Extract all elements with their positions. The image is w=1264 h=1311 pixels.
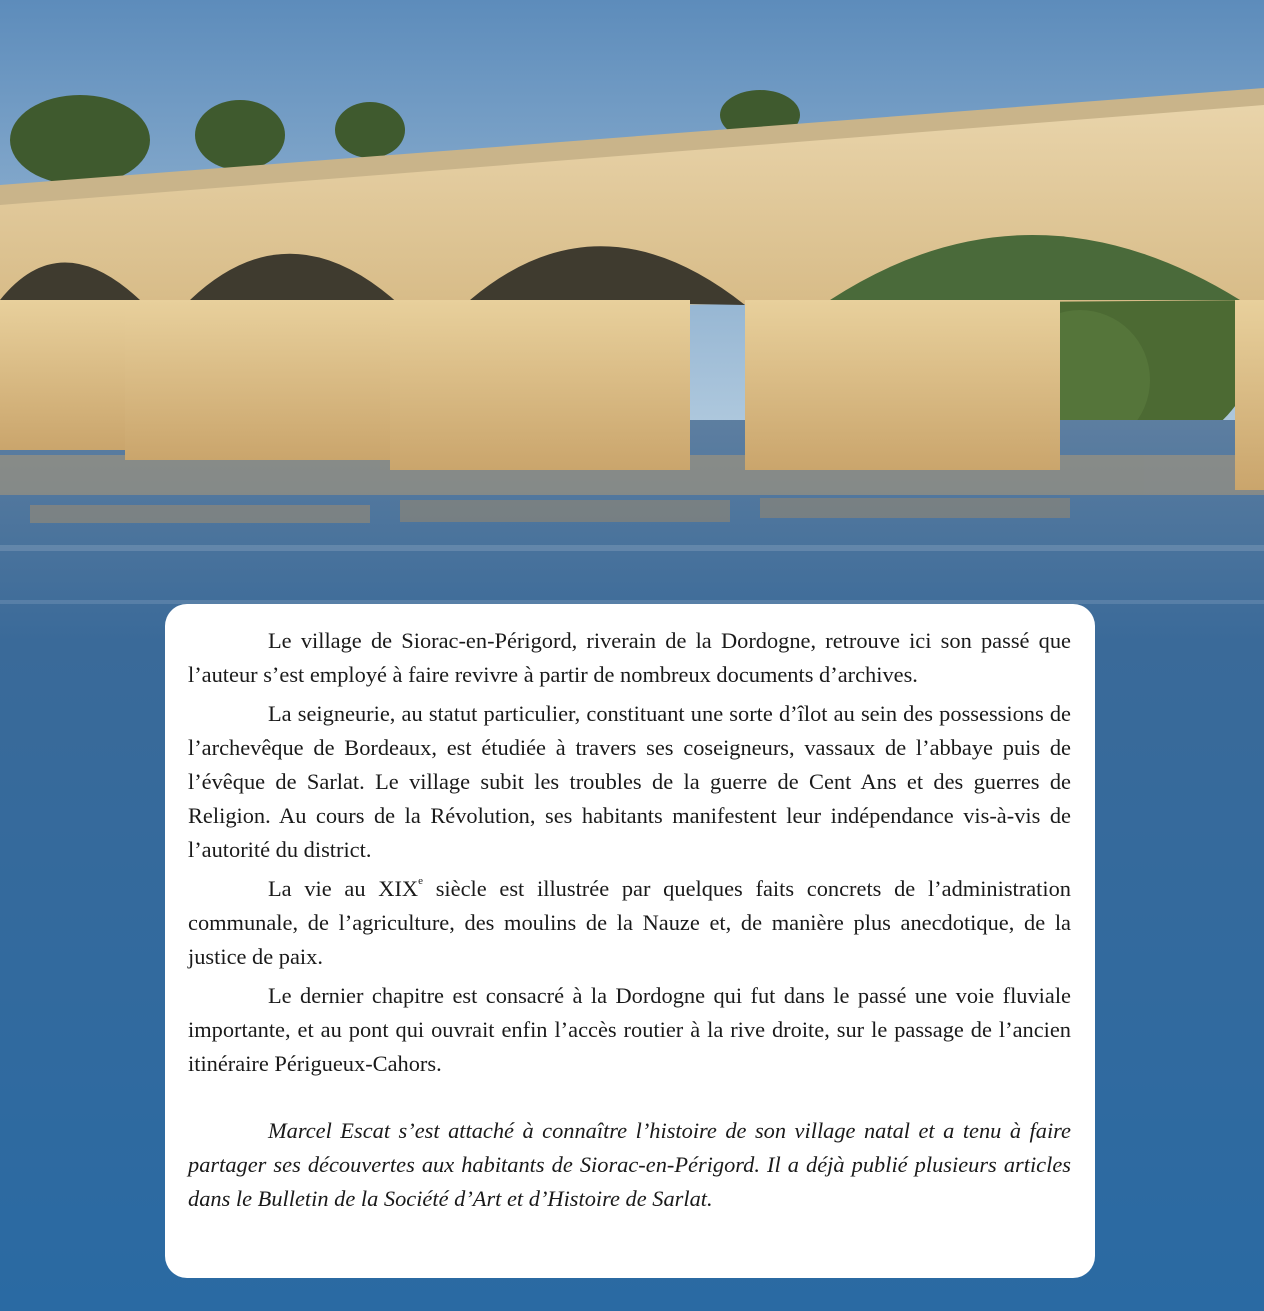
nineteenth-before: La vie au XIX bbox=[268, 876, 419, 901]
summary-paragraph-4: Le dernier chapitre est consacré à la Dordogne qui fut dans le passé une voie fluviale importante, et au pont qui ouvrait enfin l’accès routier à la rive droite, sur le passage de l’ancien itinéraire Périgueux-Cahors. bbox=[188, 983, 1071, 1076]
summary-panel bbox=[165, 604, 1095, 1278]
summary-paragraph-1: Le village de Siorac-en-Périgord, riverain de la Dordogne, retrouve ici son passé que l’auteur s’est employé à faire revivre à partir de nombreux documents d’archives. bbox=[188, 628, 1071, 687]
ordinal-superscript: e bbox=[418, 875, 423, 887]
nineteenth-after: siècle est illustrée par quelques faits concrets de l’administration communale, de l’agriculture, des moulins de la Nauze et, de manière plus anecdotique, de la justice de paix. bbox=[188, 876, 1071, 969]
summary-paragraph-2: La seigneurie, au statut particulier, constituant une sorte d’îlot au sein des possessions de l’archevêque de Bordeaux, est étudiée à travers ses coseigneurs, vassaux de l’abbaye puis de l’évêque de Sarlat. Le village subit les troubles de la guerre de Cent Ans et des guerres de Religion. Au cours de la Révolution, ses habitants manifestent leur indépendance vis-à-vis de l’autorité du district. bbox=[188, 701, 1071, 862]
author-bio: Marcel Escat s’est attaché à connaître l’histoire de son village natal et a tenu à faire partager ses découvertes aux habitants de Siorac-en-Périgord. Il a déjà publié plusieurs articles dans le Bulletin de la Société d’Art et d’Histoire de Sarlat. bbox=[188, 1118, 1071, 1211]
summary-paragraph-3 bbox=[188, 872, 1071, 974]
